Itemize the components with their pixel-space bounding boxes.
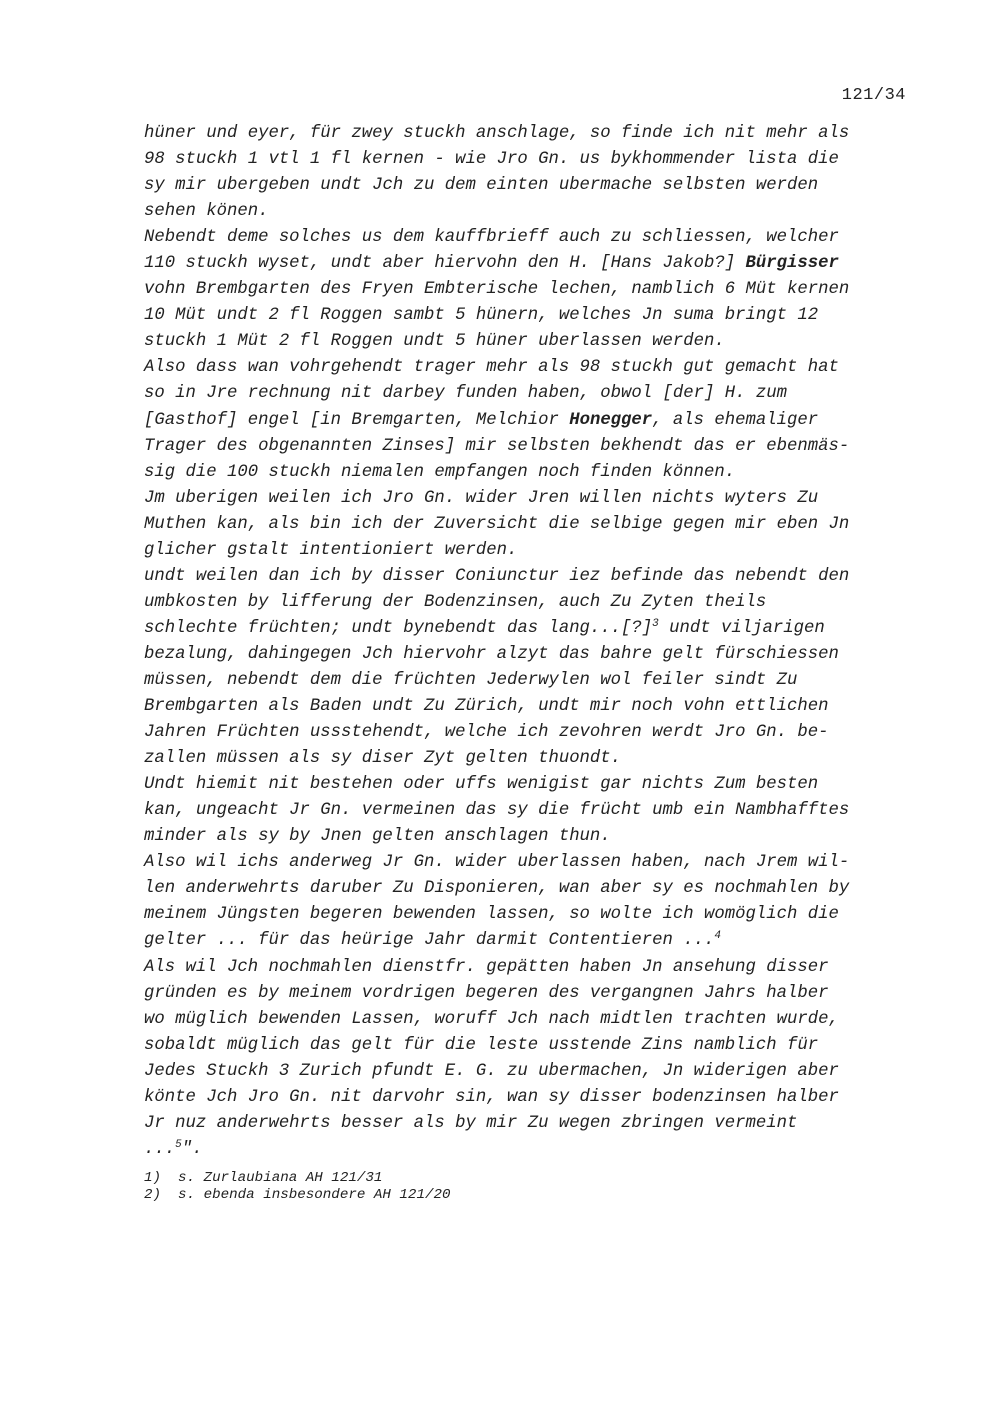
text-segment: sig die 100 stuckh niemalen empfangen noch finden können. — [144, 462, 736, 482]
text-line — [144, 746, 904, 772]
document-body — [144, 121, 904, 1163]
text-segment: müssen, nebendt dem die früchten Jederwylen wol feiler sindt Zu — [144, 670, 798, 690]
text-segment: 110 stuckh wyset, undt aber hiervohn den H. [Hans Jakob?] — [144, 254, 746, 274]
bold-name: Honegger — [569, 410, 653, 430]
text-segment: undt weilen dan ich by disser Coniunctur iez befinde das nebendt den — [144, 566, 850, 586]
text-segment: minder als sy by Jnen gelten anschlagen thun. — [144, 827, 611, 847]
text-segment: Jm uberigen weilen ich Jro Gn. wider Jren willen nichts wyters Zu — [144, 488, 819, 508]
text-segment: Jr nuz anderwehrts besser als by mir Zu wegen zbringen vermeint — [144, 1113, 798, 1133]
text-segment: Als wil Jch nochmahlen dienstfr. gepätten haben Jn ansehung disser — [144, 957, 829, 977]
text-line — [144, 173, 904, 199]
text-segment: , als ehemaliger — [652, 410, 819, 430]
text-line — [144, 277, 904, 303]
text-line — [144, 381, 904, 407]
text-line — [144, 512, 904, 538]
text-line — [144, 590, 904, 616]
text-segment: gelter ... für das heürige Jahr darmit Contentieren ... — [144, 931, 715, 951]
text-line — [144, 564, 904, 590]
text-segment: kan, ungeacht Jr Gn. vermeinen das sy die frücht umb ein Nambhafftes — [144, 801, 850, 821]
text-line — [144, 902, 904, 928]
text-line — [144, 1007, 904, 1033]
text-segment: glicher gstalt intentioniert werden. — [144, 540, 518, 560]
text-segment: Muthen kan, als bin ich der Zuversicht die selbige gegen mir eben Jn — [144, 514, 850, 534]
text-line — [144, 1137, 904, 1163]
page-number: 121/34 — [841, 86, 906, 105]
text-segment: ... — [144, 1139, 176, 1159]
text-segment: 10 Müt undt 2 fl Roggen sambt 5 hünern, welches Jn suma bringt 12 — [144, 306, 819, 326]
text-line — [144, 981, 904, 1007]
text-segment: bezalung, dahingegen Jch hiervohr alzyt das bahre gelt fürschiessen — [144, 644, 839, 664]
text-line — [144, 434, 904, 460]
text-segment: vohn Brembgarten des Fryen Embterische lechen, namblich 6 Müt kernen — [144, 280, 850, 300]
text-line — [144, 538, 904, 564]
text-line — [144, 199, 904, 225]
text-line — [144, 824, 904, 850]
text-segment: Also wil ichs anderweg Jr Gn. wider uberlassen haben, nach Jrem wil- — [144, 853, 850, 873]
text-line — [144, 1111, 904, 1137]
text-segment: ". — [181, 1139, 203, 1159]
text-line — [144, 225, 904, 251]
footnote: 1) s. Zurlaubiana AH 121/31 — [144, 1170, 383, 1186]
text-segment: hüner und eyer, für zwey stuckh anschlage, so finde ich nit mehr als — [144, 124, 850, 143]
text-segment: sy mir ubergeben undt Jch zu dem einten ubermache selbsten werden — [144, 176, 819, 196]
text-segment: Undt hiemit nit bestehen oder uffs wenigist gar nichts Zum besten — [144, 775, 819, 795]
text-line — [144, 251, 904, 277]
footnotes-section — [144, 1170, 904, 1204]
text-line — [144, 850, 904, 876]
text-segment: könte Jch Jro Gn. nit darvohr sin, wan sy disser bodenzinsen halber — [144, 1087, 839, 1107]
text-line — [144, 955, 904, 981]
text-line — [144, 1085, 904, 1111]
text-segment: wo müglich bewenden Lassen, woruff Jch nach midtlen trachten wurde, — [144, 1009, 839, 1029]
text-line — [144, 876, 904, 902]
text-line — [144, 408, 904, 434]
text-line — [144, 303, 904, 329]
text-line — [144, 928, 904, 954]
text-line — [144, 1059, 904, 1085]
footnote-ref: 3 — [652, 617, 659, 630]
text-segment: stuckh 1 Müt 2 fl Roggen undt 5 hüner uberlassen werden. — [144, 332, 725, 352]
text-segment: [Gasthof] engel [in Bremgarten, Melchior — [144, 410, 570, 430]
text-line — [144, 720, 904, 746]
footnote-ref: 5 — [175, 1138, 182, 1151]
text-line — [144, 1033, 904, 1059]
text-segment: schlechte früchten; undt bynebendt das lang...[?] — [144, 618, 653, 638]
text-segment: undt viljarigen — [658, 618, 825, 638]
text-line — [144, 460, 904, 486]
text-segment: zallen müssen als sy diser Zyt gelten thuondt. — [144, 749, 622, 769]
text-line — [144, 772, 904, 798]
text-segment: Brembgarten als Baden undt Zu Zürich, undt mir noch vohn ettlichen — [144, 697, 829, 717]
text-segment: umbkosten by lifferung der Bodenzinsen, auch Zu Zyten theils — [144, 592, 767, 612]
text-segment: Trager des obgenannten Zinses] mir selbsten bekhendt das er ebenmäs- — [144, 436, 850, 456]
text-segment: meinem Jüngsten begeren bewenden lassen, so wolte ich womöglich die — [144, 905, 839, 925]
text-segment: 98 stuckh 1 vtl 1 fl kernen - wie Jro Gn. us bykhommender lista die — [144, 150, 839, 170]
text-segment: gründen es by meinem vordrigen begeren des vergangnen Jahrs halber — [144, 983, 829, 1003]
text-line — [144, 147, 904, 173]
text-segment: Also dass wan vohrgehendt trager mehr als 98 stuckh gut gemacht hat — [144, 358, 839, 378]
text-line — [144, 798, 904, 824]
text-segment: Jedes Stuckh 3 Zurich pfundt E. G. zu ubermachen, Jn widerigen aber — [144, 1061, 839, 1081]
text-segment: Nebendt deme solches us dem kauffbrieff auch zu schliessen, welcher — [144, 228, 839, 248]
text-segment: Jahren Früchten ussstehendt, welche ich zevohren werdt Jro Gn. be- — [144, 723, 829, 743]
text-line — [144, 329, 904, 355]
footnote: 2) s. ebenda insbesondere AH 121/20 — [144, 1187, 451, 1203]
text-line — [144, 616, 904, 642]
text-line — [144, 694, 904, 720]
text-line — [144, 642, 904, 668]
text-line — [144, 121, 904, 147]
text-segment: len anderwehrts daruber Zu Disponieren, wan aber sy es nochmahlen by — [144, 879, 850, 899]
text-line — [144, 668, 904, 694]
text-line — [144, 355, 904, 381]
text-segment: sobaldt müglich das gelt für die leste usstende Zins namblich für — [144, 1035, 819, 1055]
bold-name: Bürgisser — [745, 254, 839, 274]
text-segment: so in Jre rechnung nit darbey funden haben, obwol [der] H. zum — [144, 384, 787, 404]
footnote-ref: 4 — [714, 930, 721, 943]
text-line — [144, 486, 904, 512]
text-segment: sehen könen. — [144, 202, 269, 222]
